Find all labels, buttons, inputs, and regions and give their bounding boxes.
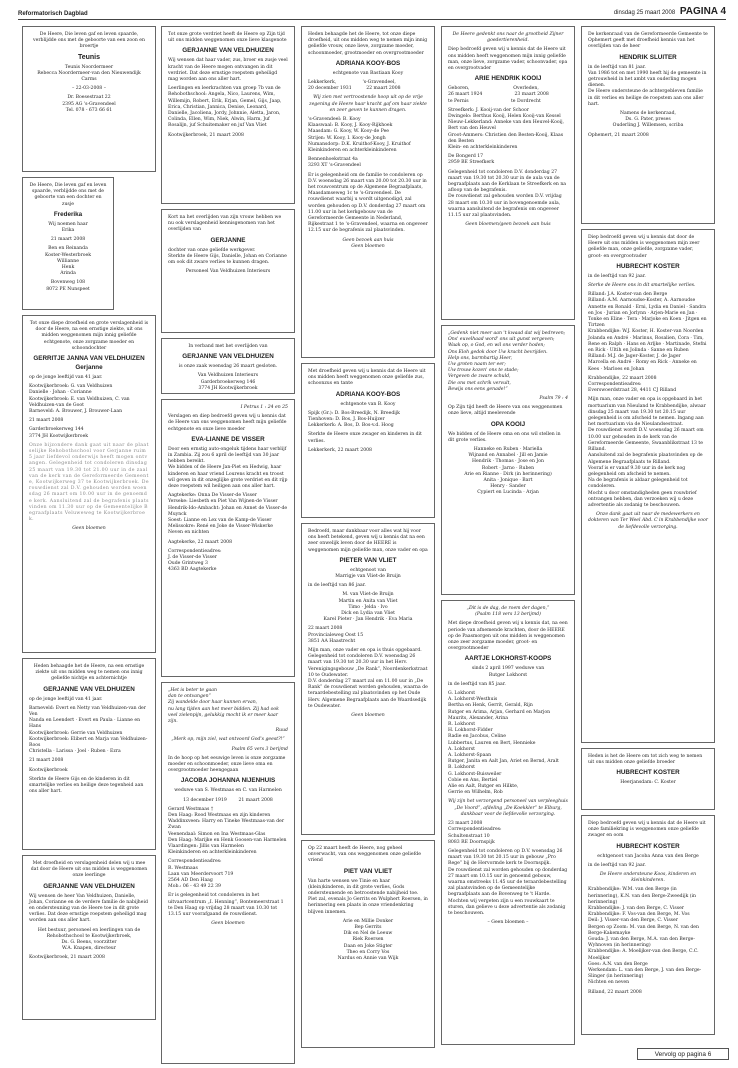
body-text: Gelegenheid tot condoleren op D.V. woensdag 26 maart van 19.30 tot 20.15 uur in gebouw „Pro Rege” bij de Hervormde kerk te Doornspijk. De rouwdienst zal worden gehouden op donderdag 27 maart om 10.15 uur in genoemd gebouw, waarna omstreeks 11.45 uur de teraardebestelling zal plaatsvinden op de Gemeentelijke begraafplaats aan de Bovenweg te 't Harde. Mochten wij vergeten zijn u een rouwkaart te sturen, dan gelieve u deze advertentie als zodanig te beschouwen.: [448, 848, 568, 916]
psalm-ref: Psalm 79 : 4: [539, 396, 568, 402]
continue-on-page-6-link[interactable]: Vervolg op pagina 6: [637, 1048, 729, 1060]
page-header: [18, 4, 726, 20]
announcement-text: Diep bedroefd geven wij u kennis dat de Heere uit ons midden heeft weggenomen mijn innig geliefde man, onze lieve, zorgzame vader, schoonvader, opa en overgrootvader: [448, 47, 568, 72]
body-text: Mijn man, onze vader en opa is opgebaard in het mortuarium van Nieuland te Krabbendijke, alwaar dinsdag 25 maart van 19.30 tot 20.15 uur gelegenheid is om afscheid te nemen. Ingang aan het mortuarium via de Nieulandsestraat. De rouwdienst wordt D.V. woensdag 26 maart om 10.00 uur gehouden in de kerk van de Gereformeerde Gemeente, Swaanblikstraat 13 te Rilland. Aansluitend zal de begrafenis plaatsvinden op de Algemene Begraafplaats te Rilland. Vooraf is er vanaf 9.30 uur in de kerk nog gelegenheid om afscheid te nemen. Na de begrafenis is aldaar gelegenheid tot condoleren. Mocht u door omstandigheden geen rouwbrief ontvangen hebben, dan verzoeken wij u deze advertentie als zodanig te beschouwen.: [588, 397, 706, 508]
date: Rilland, 22 maart 2008: [588, 989, 642, 995]
announcement-text: Verslagen en diep bedroefd geven wij u kennis dat de Heere van ons weggenomen heeft mijn geliefde echtgenote en onze lieve moeder: [168, 414, 287, 432]
deceased-nickname: Gerjanne: [75, 364, 103, 372]
column-1: [22, 26, 156, 1025]
closing: Geen bloemen/geen bezoek aan huis: [465, 222, 551, 228]
verse: Sterke de Heere ons in dit smartelijke verlies.: [588, 283, 696, 289]
age-line: in de leeftijd van 86 jaar.: [308, 583, 366, 589]
life-dates: Geboren, Overleden, 26 maart 1924 23 maart 2008 te Pernis te Dordrecht: [448, 86, 549, 104]
body-text: in de leeftijd van 81 jaar. Van 1986 tot en met 1990 heeft hij de gemeente in getrouwheid in het ambt van ouderling mogen dienen. De Heere ondersteune de achtergebleven familie in dit verlies en heilige de roepstem aan ons aller hart.: [588, 64, 707, 107]
closing: Geen bloemen: [351, 713, 385, 719]
deceased-name: PIET VAN VLIET: [343, 867, 393, 875]
poem-author: Ruud: [275, 728, 288, 734]
column-3: [301, 26, 435, 1053]
obituary-aartje-lokhorst-koops: [441, 600, 575, 1045]
nickname: Wij noemen haar Erika: [48, 221, 88, 234]
date: Kootwijkerbroek, 21 maart 2008: [29, 955, 105, 961]
deceased-name: ADRIANA KOOY-BOS: [335, 390, 401, 398]
body-text: Mijn man, onze vader en opa is thuis opgebaard. Gelegenheid tot condoleren D.V. woensdag 26 maart van 19.30 tot 20.30 uur in het Herv. Verenigingsgebouw „De Rank”, Noordenkerkstraat 10 te Oudewater. D.V. donderdag 27 maart zal om 11.00 uur in „De Rank” de rouwdienst worden gehouden, waarna de teraardebestelling zal plaatsvinden op het Oude Herv. Algemene Begraafplaats aan de Waardsedijk te Oudewater.: [308, 648, 428, 709]
family-list: Krabbendijke: W.M. van den Berge (in herinnering), K.N. van den Berge-Zweedijk (in herinnering) Krabbendijke: J. van den Berge, C. Visser Krabbendijke: F. Vos-van den Berge, M. Vos Deil: J. Visser-van den Berge, C. Visser Bergen op Zoom: M. van den Berge, N. van den Berge-Kakemayke Gouda: J. van den Berge, M.A. van den Berge-Wyhnoven (in herinnering) Krabbendijke: A. Moelijker-van den Berge, C.C. Moelijker Goes: A.N. van den Berge Werkendam: L. van den Berge, J. van den Berge-Slinger (in herinnering) Nichten en neven: [588, 887, 702, 986]
deceased-name: EVA-LIANNE DE VISSER: [191, 435, 265, 443]
body-text-filler: Onze bijzondere dank gaat uit naar de plaatselijke Rehobothschool voor Gerjanne ruim 5 jaar liefdevol onderwijs heeft mogen ontvangen. Gelegenheid tot condoleren dinsdag 25 maart van 19.30 tot 21.00 uur in de zaal van de kerk van de Gereformeerde Gemeente, Kootwijkerweg 37 te Kootwijkerbroek. De rouwdienst zal D.V. gehouden worden woensdag 26 maart om 10.00 uur in de genoemde kerk. Aansluitend zal de begrafenis plaatsvinden om 11.30 uur op de Gemeentelijke Begraafplaats Veluweweg te Kootwijkerbroek.: [29, 442, 149, 523]
deceased-name: HUBRECHT KOSTER: [616, 842, 680, 850]
header-date-block: [614, 6, 726, 17]
announcement-name: Teunis: [77, 53, 101, 61]
family-list: Rilland: J.A. Koster-van den Berge Rilland: A.M. Aarnoudse-Koster, A. Aarnoudse Annette en Ronald · Erni, Lydia en Daniel · Sandra en Jos · Jurian en Jorlynn · Arjen-Marie en Jan · Tonke en Eline · Tera · Marjoke en Koen · Jitgen en Tirtzen Krabbendijke: W.J. Koster, H. Koster-van Noorden Jolanda en André · Marinus, Rosalien, Cora · Tim, Rene en Ralph · Hans en Arljke · Martinade, Stefni en Rick · Ultih en Jolinda · Sanne en Ruben Rilland: M.J. de Jager-Koster, J. de Jager Marcella en André · Romy en Rick · Anneke en Kees · Marloes en Johan: [588, 292, 707, 372]
closing: Geen bloemen: [72, 526, 106, 532]
closing: Geen bloemen: [211, 921, 245, 927]
obituary-pieter-van-vliet: [301, 523, 435, 835]
body-text: dochter van onze geliefde werkgever. Sterkte de Heere Gijs, Danielle, Johan en Corianne om ook dit zware verlies te kunnen dragen.: [168, 247, 287, 266]
family-list: Aagtekerke: Onna De Visser-de Visser Yerseke: Liesbeth en Piet Van Wijnen-de Visser Hendrik-Ido-Ambacht: Johan en Annet de Visser-de Muynck Soest: Lianne en Lex van de Kamp-de Visser Melissokre: René en Joke de Visser-Wiskerke Neven en nichten: [168, 493, 288, 536]
obituary-piet-van-vliet-friends: [301, 840, 435, 1048]
deceased-name: GERRITJE JANNA VAN VELDHUIZEN: [33, 355, 145, 363]
age-line: op de jonge leeftijd van 41 jaar.: [29, 696, 103, 702]
header-date: dinsdag 25 maart 2008: [613, 10, 676, 16]
date-address: Krabbendijke, 22 maart 2008 Correspondentieadres: Everswoerdstraat 28, 4411 CJ Rilland: [588, 375, 677, 394]
psalm-verse: „Gedenk niet meer aan 't kwaad dat wij bedreven; Ons' euvelhaad word' ons uit gunst vergeven; Waak op, o God, en wil ons verder hoden; Ons Eloh gedok door Uw kracht bevrijden. Help ons, barmhartig Heer, Uw groten naam ter eer; Uw trouw kozen' ons te stade; Vergeven de zware schuld, Die ons met schrik vervult, Bewijs ons eens genade!”: [448, 331, 566, 392]
widow-of: weduwe van S. Westmaas en C. van Harmelen: [174, 788, 282, 794]
announcement-text: Heden behaagde het de Heere, na een ernstige ziekte uit ons midden weg te nemen ons innig geliefde nichtje en achternichtje: [33, 664, 145, 682]
family-list: Spijk (Gr.): D. Bos-Breedijk, N. Breedijk Tienhoven: D. Bos, J. Bos-Huijzer Lekkerkerk: A. Bos, D. Bos-v.d. Hoog: [308, 410, 400, 429]
deceased-name: HUBRECHT KOSTER: [616, 262, 680, 270]
deceased-name: GERJANNE: [210, 236, 246, 244]
friends-list: Arie en Millie Donker Bep Gerrits Dik en Nel de Leeuw Riek Roersen Daan en Joke Stigter Theo en Corry Vos Nardus en Annie van Wijk: [337, 918, 399, 962]
age-line: op de jonge leeftijd van 41 jaar.: [29, 375, 103, 381]
announcement-text: De Heere, Die leven gaf en leven spaarde, verblijdde ons met de geboorte van een zoon en broertje: [33, 32, 145, 50]
obituary-gerjanne-class: [161, 26, 295, 204]
family-list: Gerard Westmaas † Den Haag: Rood Westmaas en zijn kinderen Waddinxveen: Harry en Tineke Westmaas-van der Zwan Veenendaal: Simon en Ina Westmaas-Glas Den Haag: Marijke en Henk Goosen-van Harmelen Vlaardingen: Jillis van Harmelen Kleinkinderen en achterkleinkinderen: [168, 806, 287, 856]
deceased-name: ADRIANA KOOY-BOS: [335, 59, 401, 67]
verse: Wij zien met vertroostende hoop uit op de vrije zegening de Heere haar kracht gaf om haar ziekte en zeer geven te kunnen dragen.: [309, 95, 427, 113]
spouse-line: echtgenote van B. Kooy: [340, 401, 396, 407]
bible-verse: I Petrus 1 : 24 en 25: [240, 405, 288, 410]
body-text: Wij wensen dat haar vader, zus, broer en zusje veel kracht van de Heere mogen ontvangen in dit verdriet. Dat deze ernstige roepstem geheiligd mag worden aan ons aller hart.: [168, 58, 288, 83]
announcement-date: 21 maart 2008: [50, 237, 86, 243]
address: Garderbroekerweg 144 3774 JH Kootwijkerbroek: [29, 427, 89, 439]
obituary-adriana-family: [301, 363, 435, 518]
address: Bovenweg 108 8072 PE Nunspeet: [46, 280, 90, 292]
bible-ref: Psalm 65 vers 3 berijmd: [231, 746, 288, 752]
signatories: Het bestuur, personeel en leerlingen van de Rehobothschool te Kootwijkerbroek, Ds. G. Beens, voorzitter W.A. Knapen, directeur: [37, 927, 141, 952]
announcement-date: – 22-03-2008 –: [71, 86, 106, 92]
spouse-line: echtgenoot van Jacoba Anna van den Berge: [597, 853, 699, 859]
announcement-text: De kerkenraad van de Gereformeerde Gemeente te Ophemert geeft met droefheid kennis van het overlijden van de heer: [588, 32, 708, 50]
signatories: Namens de kerkenraad, Ds. G. Pater, preses Ouderling J. Willemsen, scriba: [612, 111, 684, 129]
obituary-gerjanne-family: [22, 658, 156, 850]
life-dates: 13 december 1919 21 maart 2008: [183, 797, 273, 803]
date: Lekkerkerk, 22 maart 2008: [308, 447, 372, 453]
signatories: Heerjansdam: C. Koster: [620, 780, 676, 786]
signatories: Leerlingen en leerkrachten van groep 7b van de Rehobothschool: Angela, Nico, Laurens, Wim, Willemijn, Robert, Erik, Erjan, Gemel, Gijs, Jaap, Erica, Christian, Jannica, Denise, Leonard, Danielle, Jacoliena, Jordy, Johnnie, Aletta, Jaron, Colinda, Ellen, Wim, Niek, Alwin, Harm, Juf Rosalijn, juf Schuitemaker en juf Van Vliet: [168, 86, 282, 129]
announcement-text: Op 22 maart heeft de Heere, nog geheel onverwacht, van ons weggenomen onze geliefde vriend: [308, 846, 421, 864]
deceased-name: PIETER VAN VLIET: [339, 556, 397, 564]
page-no: 4: [720, 6, 726, 17]
column-5: [581, 26, 715, 1040]
age-line: in de leeftijd van 92 jaar.: [588, 273, 646, 279]
closing-notice: [161, 338, 295, 394]
family-list: G. Lokhorst A. Lokhorst-Westhuis Bertha en Henk, Gerrit, Gerald, Rijn Rutger en Arima, Arjan, Gerhard en Marjon Maurits, Alexander, Arina R. Lokhorst H. Lokhorst-Fidder Radie en Jacobus, Celine Lubbertus, Lauren en Bert, Hennieke A. Lokhorst A. Lokhorst-Spaan Rutger, Janita en Aalt Jan, Ariet en Bernd, Aralt B. Lokhorst G. Lokhorst-Buisweiler Cobie en Ans, Bertiel Alie en Aalt, Rutger en Hilkte, Gerrie en Wilhelm, Rob: [448, 691, 559, 796]
announcement-text: Heden is het de Heere om tot zich weg te nemen uit ons midden onze geliefde broeder: [588, 754, 703, 766]
announcement-text: Met droefheid geven wij u kennis dat de Heere uit ons midden heeft weggenomen onze geliefde zus, schoonzus en tante: [308, 369, 426, 387]
obituary-eva-lianne: [161, 399, 295, 677]
date: 21 maart 2008: [29, 758, 64, 764]
obituary-adriana-kooy-bos: [301, 26, 435, 358]
deceased-name: AARTJE LOKHORST-KOOPS: [464, 655, 552, 663]
closing: – Geen bloemen –: [487, 920, 529, 926]
announcement-text: In de hoop op het eeuwige leven is onze zorgzame moeder en schoonmoeder, onze lieve oma en overgrootmoeder heengegaan: [168, 755, 286, 774]
obituary-arie-hendrik-kooij: [441, 26, 575, 320]
body-text: Er is gelegenheid tot condoleren in het uitvaartcentrum „I. Henning”, Bontemeerstraat 1 te Den Haag op vrijdag 28 maart van 10.30 tot 13.15 uur voorafgaand de rouwdienst.: [168, 893, 284, 918]
life-dates: Lekkerkerk, 's-Gravendeel, 20 december 1931 22 maart 2008: [308, 80, 401, 92]
announcement-text: Diep bedroefd geven wij u kennis dat door de Heere uit ons midden is weggenomen mijn zeer geliefde man, onze geliefde, zorgzame vader, groot- en overgrootvader: [588, 235, 700, 259]
family-list: Barneveld: Evert en Netty van Veldhuizen-van der Ven Nanda en Leendert · Evert en Paula · Lianne en Hans Kootwijkerbroek: Gerrie van Veldhuizen Kootwijkerbroek: Elibert en Marja van Veldhuizen-Roos Christella · Larissa · Joel · Ruben · Ezra: [29, 705, 148, 755]
family-names: Teunis Noordermeer Rebecca Noordermeer-van den Nieuwendijk Carms: [37, 64, 141, 83]
obituary-gerjanne-staff: [161, 209, 295, 333]
address: De Bongerd 17 2959 BE Streefkerk: [448, 154, 495, 166]
date-address: 23 maart 2008 Correspondentieadres: Schultenstraat 10 8083 RE Doornspijk: [448, 821, 502, 845]
page-word: PAGINA: [679, 6, 718, 17]
age-line: in de leeftijd van 92 jaar.: [588, 862, 646, 868]
announcement-text: Kort na het overlijden van zijn vrouw hebben we nu ook verslagenheid kennisgenomen van het overlijden van: [168, 215, 282, 233]
obituary-gerjanne-school: [22, 855, 156, 1020]
obituary-gerritje-janna: [22, 315, 156, 653]
family-list: M. van Vliet-de Bruijn Martin en Anita van Vliet Timo · Jelda · Ivo Dick en Lydia van Vliet Karel Pieter · Jan Hendrik · Eva Maria: [323, 592, 413, 623]
deceased-name: GERJANNE VAN VELDHUIZEN: [43, 685, 135, 693]
newspaper-name: Reformatorisch Dagblad: [18, 11, 88, 17]
column-2: [161, 26, 295, 1068]
spouse-line: echtgenoot van Marrigje van Vliet-de Bruijn: [335, 567, 401, 580]
date: Ophemert, 21 maart 2008: [588, 132, 649, 138]
page-number: [680, 6, 726, 17]
announcement-text: Met diepe droefheid geven wij u kennis dat, na een periode van afnemende krachten, door de HEERE op de Paasmorgen uit ons midden is weggenomen onze zeer zorgzame moeder, groot- en overgrootmoeder: [448, 621, 568, 652]
announcement-text: Diep bedroefd geven wij u kennis dat de Heere uit onze familiekring is weggenomen onze geliefde zwager en oom: [588, 821, 706, 839]
deceased-name: GERJANNE VAN VELDHUIZEN: [43, 882, 135, 890]
obituary-hubrecht-brother: [581, 748, 715, 810]
deceased-name: JACOBA JOHANNA NIJENHUIS: [180, 777, 276, 785]
signatories: Personeel Van Veldhuizen Interieurs: [185, 269, 271, 275]
announcement-text: Heden behaagde het de Heere, tot onze diepe droefheid, uit ons midden weg te nemen mijn innig geliefde vrouw, onze lieve, zorgzame moeder, schoonmoeder, grootmoeder en overgrootmoeder: [308, 32, 428, 56]
date: 21 maart 2008: [29, 418, 64, 424]
body-text: Wij wensen de heer Van Veldhuizen, Danielle, Johan, Corianne en de verdere familie de nabijheid en ondersteuning van de Heere toe in dit grote verlies. Dat deze ernstige roepstem geheiligd mag worden aan ons aller hart.: [29, 893, 148, 924]
family-names: Ben en Reinanda Koster-Westerbroek Willianne Henk Arinda: [44, 246, 92, 277]
bible-verse: De Heere gedenkt ons naar de grootheid Zijner goedertierenheid.: [452, 32, 564, 44]
birth-announcement-teunis: [22, 26, 156, 172]
deceased-name: OPA KOOIJ: [490, 420, 526, 428]
address: Kootwijkerbroek: [29, 767, 68, 773]
obituary-opa-kooij: [441, 325, 575, 595]
family-list: Streefkerk: J. Kooij-van der Schoor Dwingelo: Berthus Kooij, Helen Kooij-van Kessel Nieuw-Lekkerland: Anneke van den Heuvel-Kooij, Bert van den Heuvel Groot-Ammers: Christien den Besten-Kooij, Klaas den Besten Klein- en achterkleinkinderen: [448, 107, 564, 151]
announcement-text: Op Zijn tijd heeft de Heere van ons weggenomen onze lieve, altijd meelevende: [448, 405, 563, 417]
obituary-hubrecht-koster: [581, 229, 715, 743]
body-text: Er is gelegenheid om de familie te condoleren op D.V. woensdag 26 maart van 20.00 tot 20.30 uur in het rouwcentrum op de Algemene Begraafplaats, Maasdamseweg 1c te 's-Gravendeel. De rouwdienst waarbij u wordt uitgenodigd, zal worden gehouden op D.V. donderdag 27 maart om 11.00 uur in het kerkgebouw van de Gereformeerde Gemeente in Nederland, Rijkestraat 1 te 's-Gravendeel, waarna en ongeveer 12.15 uur de begrafenis zal plaatsvinden.: [308, 172, 428, 234]
deceased-name: ARIE HENDRIK KOOIJ: [474, 75, 542, 83]
address: Correspondentieadres: J. de Visser-de Visser Oude Grintweg 3 4363 BD Aagtekerke: [168, 548, 222, 573]
signatories: Van Veldhuizen Interieurs Garderbroekerweg 146 3774 JH Kootwijkerbroek: [197, 373, 259, 391]
address: Bennenhoekstraat 4a 3293 XT 's-Gravendeel: [308, 157, 361, 169]
grandchildren-list: Hanneke en Ruben · Mariella Wijnand en Annabel · Jill en Jamie Hendrik · Thomas · Jose en Jon Robert · Jarno · Ruben Arie en Rianne · Dirk (in herinnering) Anita · Jonique · Bart Henry · Sander Cypiert en Lucinda · Arjan: [464, 447, 552, 496]
verse: De Heere ondersteune Koos, kinderen en kleinkinderen.: [599, 872, 697, 884]
family-list: Kootwijkerbroek: G. van Veldhuizen Danielle · Johan · Corianne Kootwijkerbroek: E. van Veldhuizen, C. van Veldhuizen-van de Goot Barneveld: A. Brouwer, J. Brouwer-Laan: [29, 384, 130, 415]
bible-verse: „Merk op, mijn ziel, wat ontvoord God's geest?!”: [171, 737, 285, 743]
announcement-text: Bedroefd, maar dankbaar voor alles wat hij voor ons heeft betekend, geven wij u kennis dat na een zeer onwelijk leven door de HEERE is weggenomen mijn geliefde man, onze vader en opa: [308, 529, 428, 553]
family-list: 's-Gravendeel: B. Kooy Klaaswaal: B. Kooy, J. Kooy-Rijkhoek Maasdam: G. Kooy, W. Kooy-de Pee Strijen: W. Kooy, I. Kooy-de Jongh Numansdorp: D.K. Kruithof-Kooy, J. Kruithof Kleinkinderen en achterkleinkinderen: [308, 117, 411, 154]
body-text: is onze zaak woensdag 26 maart gesloten.: [178, 364, 278, 370]
body-text: Sterkte de Heere onze zwager en kinderen in dit verlies.: [308, 432, 422, 444]
deceased-name: GERJANNE VAN VELDHUIZEN: [182, 353, 274, 361]
closing: Sterkte de Heere Gijs en de kinderen in dit smartelijke verlies en heilige deze tegenheid aan ons aller hart.: [29, 776, 144, 795]
deceased-name: HUBRECHT KOSTER: [616, 769, 680, 777]
body-text: Van harte wensen we Tinie en haar (klein)kinderen, in dit grote verlies, Gods ondersteunende en betroostende nabijheid toe. Piet zal, evenals Jo Gerrits en Wulphert Roersen, in herinnering een plaats in onze vriendenkring blijven innemen.: [308, 878, 428, 915]
age-line: in de leeftijd van 85 jaar.: [448, 681, 506, 687]
psalm-verse: „Dit is de dag, de roem der dagen,” (Psalm 118 vers 13 berijmd): [466, 606, 550, 618]
obituary-hubrecht-inlaws: [581, 815, 715, 1035]
date: Aagtekerke, 22 maart 2008: [168, 539, 233, 545]
birth-announcement-frederika: [22, 177, 114, 310]
announcement-text: Tot onze diepe droefheid en grote verslagenheid is door de Heere, na een ernstige ziekte, uit ons midden weggenomen mijn innig geliefde echtgenote, onze zorgzame moeder en schoondochter: [29, 321, 149, 351]
poem: „Het is beter te gaan dan te ontvangen” Zij wandelde door haar kunnen ervan, nu lang tijden aan het meer bidden. Zij had ook veel zielenpijn, gelukkig mocht ik er meer kaar zijn.: [168, 688, 279, 725]
column-4: [441, 26, 575, 1050]
spouse-line: echtgenote van Bastiaan Kooy: [332, 70, 404, 76]
obituary-hendrik-sluiter: [581, 26, 715, 224]
body-text: Gelegenheid tot condoleren D.V. donderdag 27 maart van 19.30 tot 20.30 uur in de aula van de begraafplaats aan de Kerklaan te Streefkerk en na afloop van de begrafenis. De rouwdienst zal gehouden worden D.V. vrijdag 28 maart om 10.30 uur in bovengenoemde aula, waarna aansluitend de begrafenis om ongeveer 11.15 uur zal plaatsvinden.: [448, 169, 567, 219]
announcement-text: Tot onze grote verdriet heeft de Heere op Zijn tijd uit ons midden weggenomen onze lieve klasgenote: [168, 32, 287, 44]
announcement-name: Frederika: [53, 210, 83, 218]
announcement-text: Met droefheid en verslagenheid delen wij u mee dat door de Heere uit ons midden is weggenomen onze leerlinge: [30, 861, 148, 879]
date: Kootwijkerbroek, 21 maart 2008: [168, 132, 244, 138]
widow-of: sinds 2 april 1997 weduwe van Rutger Lokhorst: [471, 666, 545, 678]
address: Correspondentieadres: R. Westmaas Laan van Meerdervoort 719 2564 AD Den Haag Mob.: 06 - 43 49 22 39: [168, 859, 234, 890]
body-text: Door een ernstig auto-ongeluk tijdens haar verblijf in Zambia. Zij zou 6 april de leeftijd van 30 jaar hebben bereikt. We bidden of de Heere Jan-Piet en Hedwig, haar kinderen en haar vriend Lourens kracht en troost wil geven in dit onzeglijke grote verdriet en dit rijp deze roepstem wil heiligen aan ons aller hart.: [168, 446, 288, 490]
thanks-note: Wij zijn het verzorgend personeel van verpleeghuis „De Voord”, afdeling „De Koekkler” te Elburg, dankbaar voor de liefdevolle verzorging.: [448, 799, 568, 817]
announcement-text: De Heere, Die leven gaf en leven spaarde, verblijdde ons met de geboorte van een dochter en zusje: [29, 183, 107, 207]
sub-text: We bidden of de Heere oma en ons wil stellen in dit grote verlies.: [448, 431, 561, 443]
closing: Geen bezoek aan huis Geen bloemen: [342, 237, 394, 249]
address: Dr. Boesestraat 22 2395 AG 's-Gravendeel Tel. 078 - 673 66 61: [62, 95, 116, 113]
thanks-note: Onze dank gaat uit naar de medewerkers en dokteren van Ter Weel Abd. C in Krabbendijke voor de liefdevolle verzorging.: [588, 512, 708, 530]
announcement-text: In verband met het overlijden van: [188, 344, 268, 349]
obituary-jacoba-johanna: [161, 682, 295, 1064]
deceased-name: GERJANNE VAN VELDHUIZEN: [182, 47, 274, 55]
deceased-name: HENDRIK SLUITER: [619, 53, 677, 61]
date-address: 22 maart 2008 Provincialeweg Oost 15 3851 AA Haastrecht: [308, 626, 364, 644]
